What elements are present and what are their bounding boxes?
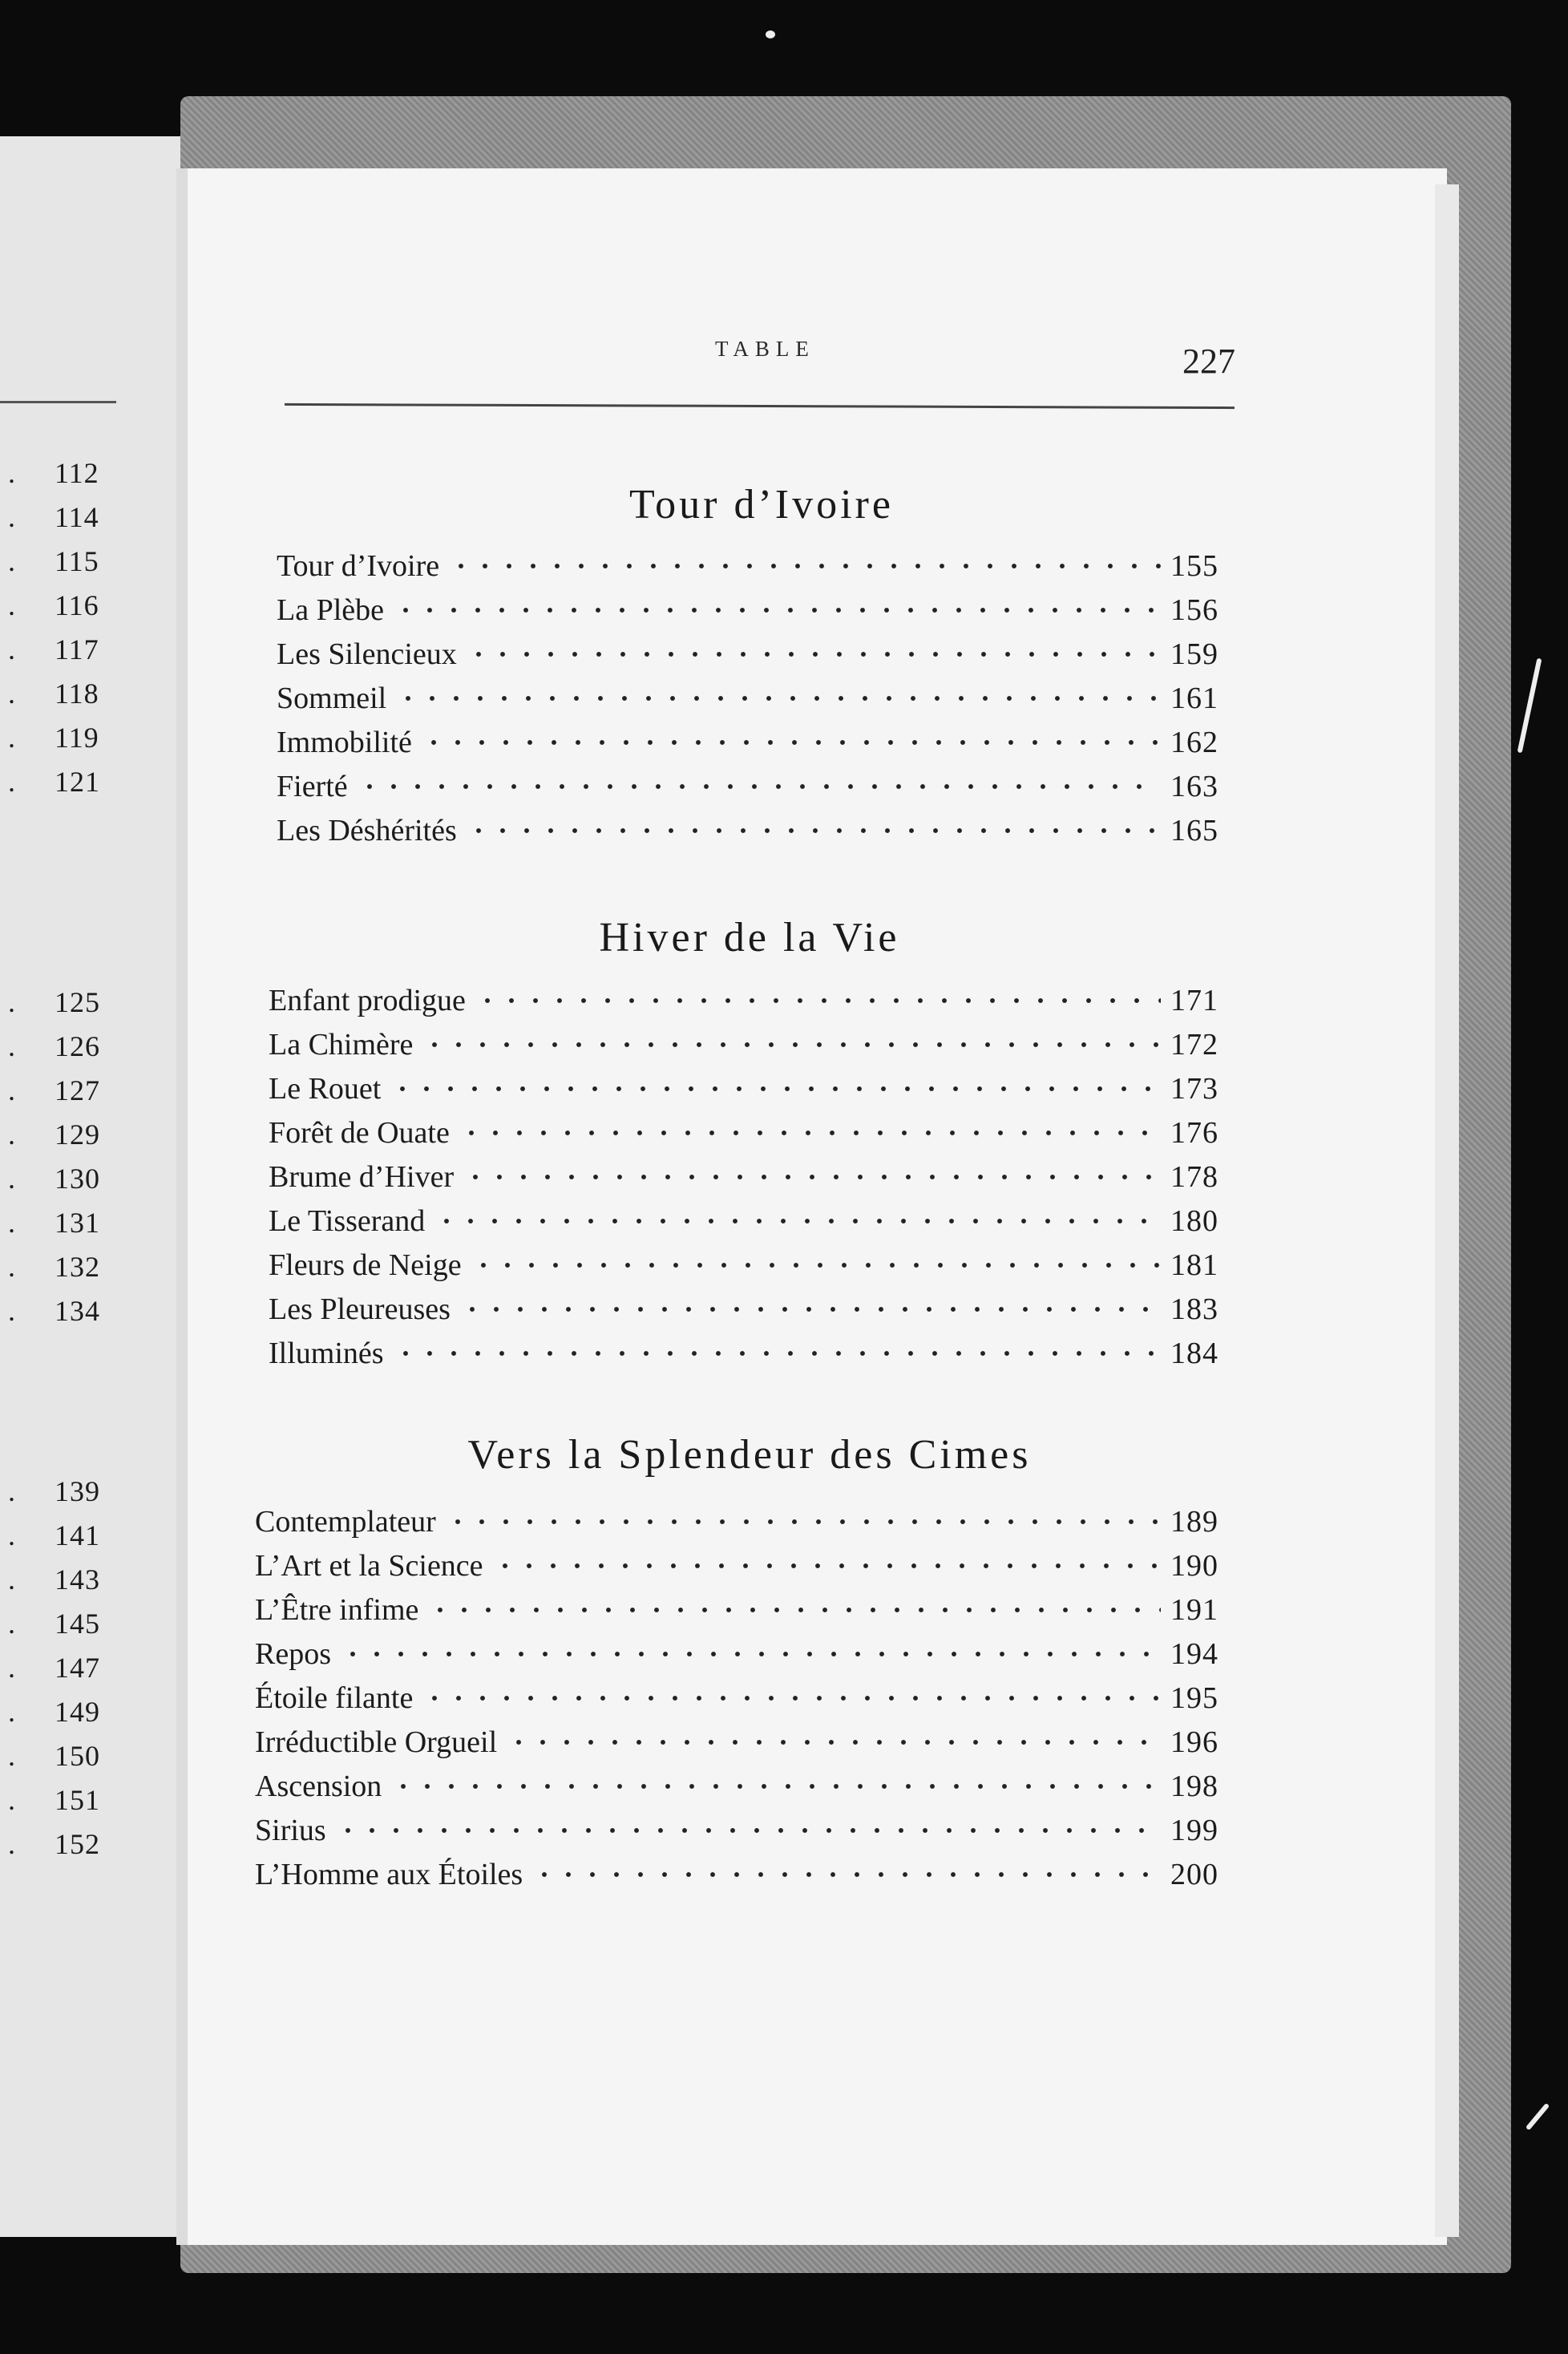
dot-leader [459, 1129, 1161, 1137]
leader-dot: . [8, 1828, 15, 1860]
dot-leader [532, 1871, 1161, 1879]
toc-entry-page: 161 [1170, 682, 1218, 715]
toc-entry-page: 181 [1170, 1248, 1218, 1282]
left-page-number-value: 147 [55, 1652, 100, 1684]
dot-leader [422, 1694, 1161, 1702]
left-page-number-value: 129 [55, 1118, 100, 1151]
dot-leader [336, 1826, 1161, 1834]
toc-entry-page: 173 [1170, 1072, 1218, 1106]
leader-dot: . [8, 986, 15, 1018]
toc-entry-title: L’Être infime [255, 1593, 419, 1627]
toc-entry-title: Irréductible Orgueil [255, 1725, 498, 1759]
left-page-number-value: 130 [55, 1163, 100, 1195]
toc-entry [255, 1766, 1235, 1807]
page-edge [1435, 184, 1459, 2237]
leader-dot: . [8, 1784, 15, 1816]
leader-dot: . [8, 722, 15, 754]
left-page-number-value: 151 [55, 1784, 100, 1816]
dot-leader [467, 650, 1161, 658]
toc-entry [269, 1024, 1235, 1066]
toc-entry [255, 1589, 1235, 1631]
left-page-number-value: 134 [55, 1295, 100, 1327]
dot-leader [396, 694, 1161, 702]
toc-entry-title: Le Rouet [269, 1072, 382, 1106]
dot-leader [391, 1782, 1161, 1790]
toc-entry [269, 1244, 1235, 1286]
toc-entry [277, 589, 1235, 631]
dot-leader [422, 1041, 1161, 1049]
dust-speck [1526, 2103, 1550, 2130]
section-title: Tour d’Ivoire [629, 482, 894, 528]
dot-leader [394, 1349, 1161, 1357]
dot-leader [475, 997, 1161, 1005]
toc-entry-title: Forêt de Ouate [269, 1116, 450, 1150]
toc-entry [255, 1721, 1235, 1763]
toc-entry-title: La Chimère [269, 1028, 414, 1062]
toc-entry-page: 200 [1170, 1858, 1218, 1891]
toc-entry-title: Les Déshérités [277, 814, 457, 847]
leader-dot: . [8, 1652, 15, 1684]
leader-dot: . [8, 633, 15, 665]
toc-entry-page: 156 [1170, 593, 1218, 627]
page-number: 227 [1182, 342, 1235, 381]
left-page-number [0, 1515, 128, 1555]
toc-entry-page: 195 [1170, 1681, 1218, 1715]
left-page-number [0, 718, 128, 758]
leader-dot: . [8, 1163, 15, 1195]
dot-leader [463, 1173, 1161, 1181]
toc-entry-page: 178 [1170, 1160, 1218, 1194]
dust-speck [1517, 658, 1542, 754]
dot-leader [467, 827, 1161, 835]
toc-entry-title: Immobilité [277, 726, 412, 759]
left-page-number-value: 145 [55, 1608, 100, 1640]
leader-dot: . [8, 1563, 15, 1596]
toc-entry-page: 172 [1170, 1028, 1218, 1062]
toc-entry-page: 196 [1170, 1725, 1218, 1759]
left-page-number-value: 119 [55, 722, 99, 754]
toc-entry [255, 1633, 1235, 1675]
toc-entry [277, 766, 1235, 807]
toc-entry [255, 1545, 1235, 1587]
dot-leader [449, 562, 1161, 570]
leader-dot: . [8, 1074, 15, 1106]
toc-entry-page: 194 [1170, 1637, 1218, 1671]
toc-entry [277, 677, 1235, 719]
leader-dot: . [8, 766, 15, 798]
leader-dot: . [8, 1608, 15, 1640]
left-page-number-value: 149 [55, 1696, 100, 1728]
leader-dot: . [8, 589, 15, 621]
toc-entry-page: 165 [1170, 814, 1218, 847]
leader-dot: . [8, 677, 15, 710]
left-page-number-value: 121 [55, 766, 100, 798]
left-page-number [0, 982, 128, 1022]
left-page-number [0, 1291, 128, 1331]
dot-leader [358, 783, 1161, 791]
left-page-number [0, 1471, 128, 1511]
section-title: Vers la Splendeur des Cimes [467, 1432, 1032, 1478]
left-page-number-value: 112 [55, 457, 99, 489]
dot-leader [507, 1738, 1161, 1746]
toc-entry-page: 159 [1170, 637, 1218, 671]
toc-entry-page: 191 [1170, 1593, 1218, 1627]
left-page-number-value: 150 [55, 1740, 100, 1772]
leader-dot: . [8, 1118, 15, 1151]
left-page-number [0, 1780, 128, 1820]
dot-leader [446, 1518, 1161, 1526]
toc-entry-title: Brume d’Hiver [269, 1160, 455, 1194]
leader-dot: . [8, 1519, 15, 1551]
left-page-number-value: 126 [55, 1030, 100, 1062]
toc-entry-title: La Plèbe [277, 593, 385, 627]
left-page-number [0, 1070, 128, 1110]
toc-entry-title: Illuminés [269, 1337, 384, 1370]
toc-entry-page: 184 [1170, 1337, 1218, 1370]
left-page-number [0, 1203, 128, 1243]
left-page-number [0, 497, 128, 537]
leader-dot: . [8, 1475, 15, 1507]
leader-dot: . [8, 1295, 15, 1327]
toc-entry-page: 183 [1170, 1292, 1218, 1326]
dot-leader [428, 1606, 1161, 1614]
dot-leader [394, 606, 1161, 614]
left-page-number [0, 762, 128, 802]
toc-entry-page: 162 [1170, 726, 1218, 759]
dot-leader [493, 1562, 1161, 1570]
left-page-number [0, 453, 128, 493]
toc-entry [277, 722, 1235, 763]
toc-entry [277, 810, 1235, 851]
toc-entry [269, 1200, 1235, 1242]
leader-dot: . [8, 1696, 15, 1728]
running-title: TABLE [715, 337, 815, 361]
toc-entry-page: 189 [1170, 1505, 1218, 1539]
dot-leader [341, 1650, 1161, 1658]
toc-entry-title: Enfant prodigue [269, 984, 466, 1017]
left-page-number-value: 117 [55, 633, 99, 665]
left-page-number-value: 118 [55, 677, 99, 710]
toc-entry-title: Ascension [255, 1770, 382, 1803]
toc-entry-title: Les Silencieux [277, 637, 457, 671]
toc-entry [255, 1677, 1235, 1719]
leader-dot: . [8, 545, 15, 577]
left-page-number-value: 114 [55, 501, 99, 533]
leader-dot: . [8, 1740, 15, 1772]
toc-entry [269, 1333, 1235, 1374]
toc-entry [269, 980, 1235, 1021]
toc-entry-title: Repos [255, 1637, 331, 1671]
toc-entry-title: Sommeil [277, 682, 387, 715]
left-page-number [0, 1824, 128, 1864]
toc-entry [277, 545, 1235, 587]
left-page [0, 136, 197, 2237]
left-page-number [0, 1648, 128, 1688]
toc-entry-title: Les Pleureuses [269, 1292, 451, 1326]
toc-entry [269, 1156, 1235, 1198]
toc-entry [255, 1810, 1235, 1851]
left-page-number [0, 1026, 128, 1066]
left-page-number [0, 1604, 128, 1644]
dot-leader [434, 1217, 1161, 1225]
left-page-number [0, 1247, 128, 1287]
toc-entry-page: 199 [1170, 1814, 1218, 1847]
left-page-number-value: 131 [55, 1207, 100, 1239]
toc-entry [277, 633, 1235, 675]
left-page-number [0, 585, 128, 625]
section-title: Hiver de la Vie [599, 915, 900, 961]
left-page-number-value: 152 [55, 1828, 100, 1860]
left-page-number [0, 1159, 128, 1199]
toc-entry [255, 1854, 1235, 1895]
toc-entry-page: 163 [1170, 770, 1218, 803]
toc-entry-page: 198 [1170, 1770, 1218, 1803]
toc-entry-title: Sirius [255, 1814, 326, 1847]
toc-entry-title: Fleurs de Neige [269, 1248, 462, 1282]
dot-leader [390, 1085, 1161, 1093]
dust-speck [766, 30, 775, 38]
toc-entry-title: Contemplateur [255, 1505, 436, 1539]
toc-entry [269, 1112, 1235, 1154]
left-page-number-value: 132 [55, 1251, 100, 1283]
dot-leader [460, 1305, 1161, 1313]
toc-entry-title: Le Tisserand [269, 1204, 426, 1238]
toc-entry-page: 155 [1170, 549, 1218, 583]
leader-dot: . [8, 457, 15, 489]
dot-leader [471, 1261, 1161, 1269]
left-page-number [0, 541, 128, 581]
toc-entry [269, 1068, 1235, 1110]
toc-entry-page: 171 [1170, 984, 1218, 1017]
leader-dot: . [8, 1030, 15, 1062]
toc-entry-page: 176 [1170, 1116, 1218, 1150]
left-page-rule [0, 401, 116, 403]
toc-entry-title: Tour d’Ivoire [277, 549, 440, 583]
toc-entry-title: L’Homme aux Étoiles [255, 1858, 523, 1891]
left-page-number-value: 125 [55, 986, 100, 1018]
toc-entry-title: L’Art et la Science [255, 1549, 483, 1583]
left-page-number [0, 1692, 128, 1732]
left-page-number-value: 143 [55, 1563, 100, 1596]
left-page-number [0, 1736, 128, 1776]
left-page-number [0, 1114, 128, 1155]
left-page-number [0, 1559, 128, 1600]
toc-entry-page: 180 [1170, 1204, 1218, 1238]
leader-dot: . [8, 1251, 15, 1283]
left-page-number-value: 127 [55, 1074, 100, 1106]
left-page-number-value: 141 [55, 1519, 100, 1551]
left-page-number-value: 139 [55, 1475, 100, 1507]
leader-dot: . [8, 501, 15, 533]
left-page-number [0, 673, 128, 714]
toc-entry-page: 190 [1170, 1549, 1218, 1583]
dot-leader [422, 738, 1161, 746]
toc-entry-title: Étoile filante [255, 1681, 414, 1715]
toc-entry [269, 1288, 1235, 1330]
toc-entry [255, 1501, 1235, 1543]
toc-entry-title: Fierté [277, 770, 348, 803]
left-page-number [0, 629, 128, 669]
left-page-number-value: 115 [55, 545, 99, 577]
left-page-number-value: 116 [55, 589, 99, 621]
leader-dot: . [8, 1207, 15, 1239]
